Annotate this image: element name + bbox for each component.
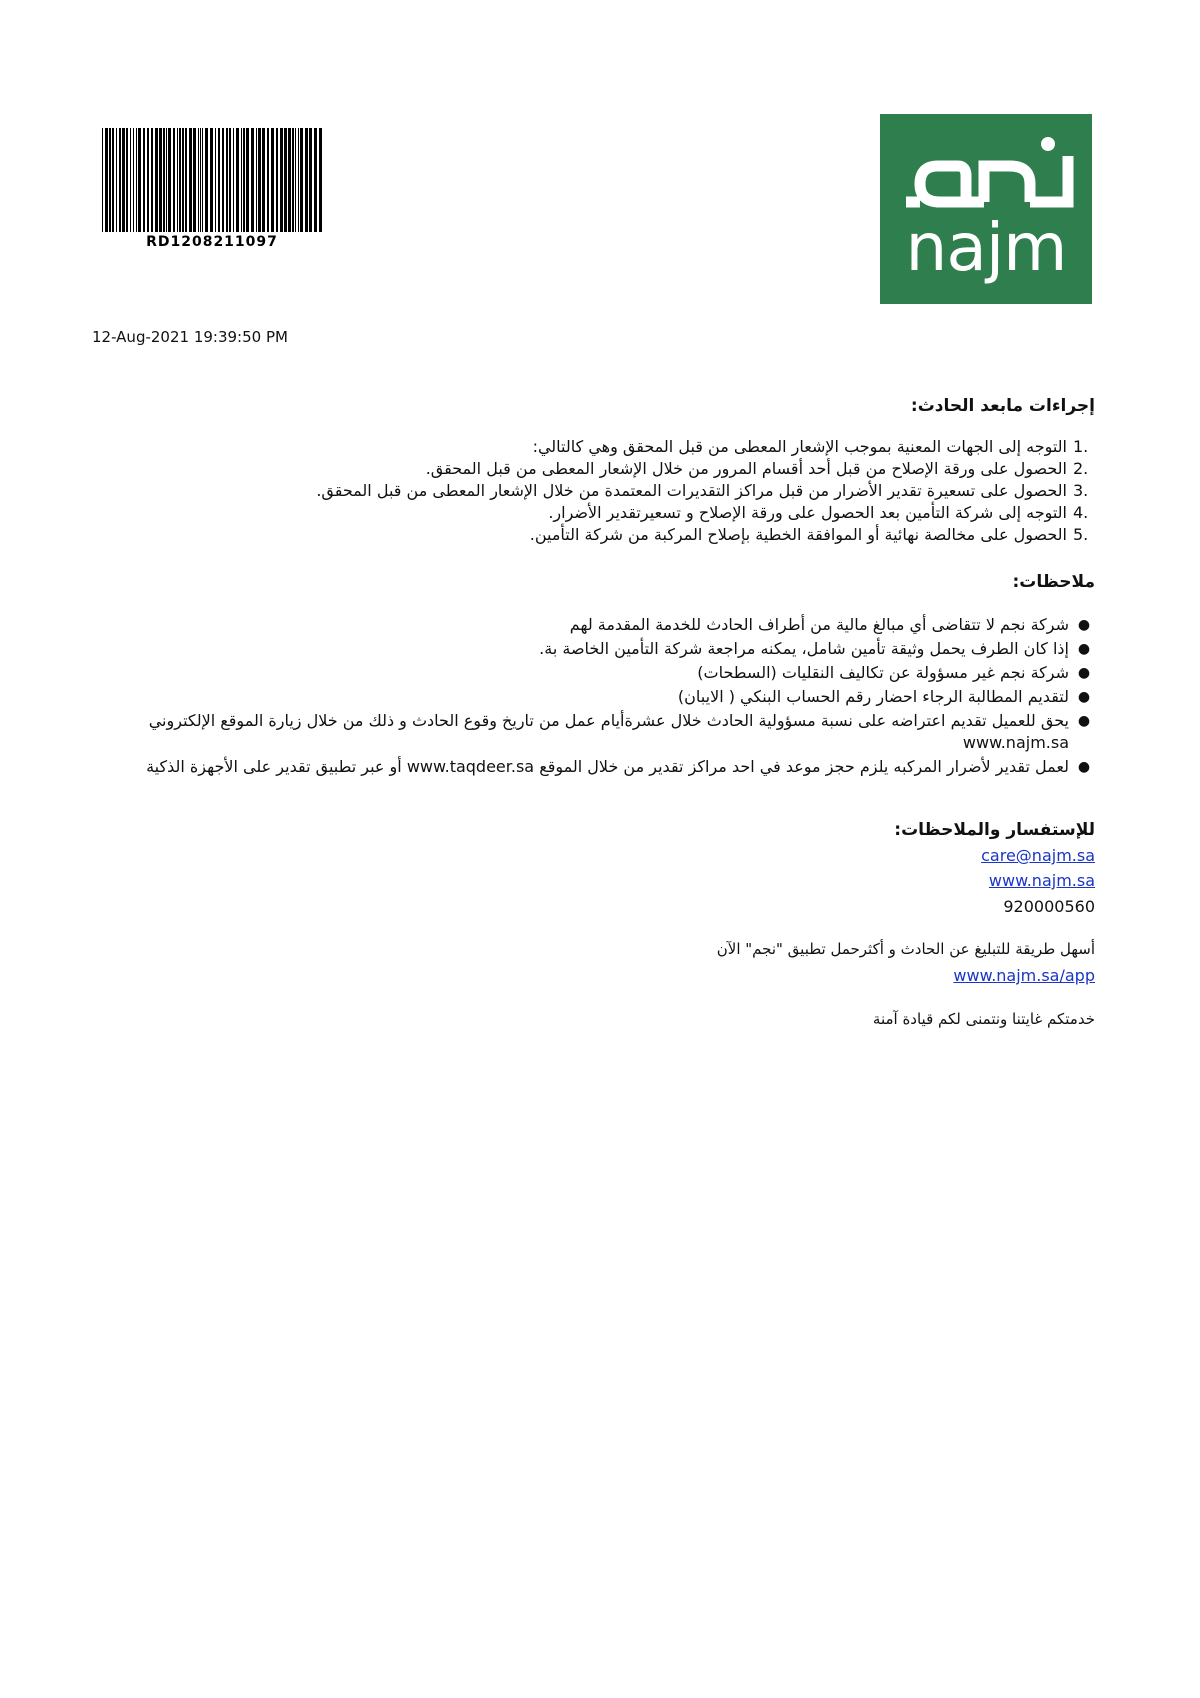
list-item: ● شركة نجم لا تتقاضى أي مبالغ مالية من أطراف الحادث للخدمة المقدمة لهم — [105, 614, 1095, 636]
list-item: ● شركة نجم غير مسؤولة عن تكاليف النقليات (السطحات) — [105, 662, 1095, 684]
app-download-link[interactable]: www.najm.sa/app — [953, 966, 1095, 985]
procedure-steps-list — [95, 436, 1095, 546]
bullet-icon: ● — [1077, 641, 1091, 657]
contact-phone: 920000560 — [1003, 897, 1095, 916]
closing-message: خدمتكم غايتنا ونتمنى لكم قيادة آمنة — [872, 1010, 1095, 1028]
notes-title: ملاحظات: — [1012, 572, 1095, 592]
list-item: 1. التوجه إلى الجهات المعنية بموجب الإشعار المعطى من قبل المحقق وهي كالتالي: — [532, 437, 1089, 456]
app-promo-text: أسهل طريقة للتبليغ عن الحادث و أكثرحمل تطبيق "نجم" الآن — [716, 940, 1095, 958]
list-item: ● لعمل تقدير لأضرار المركبه يلزم حجز موعد في احد مراكز تقدير من خلال الموقع www.taqdeer.sa أو عبر تطبيق تقدير على الأجهزة الذكية — [105, 756, 1095, 778]
app-link-row — [95, 966, 1095, 985]
bullet-icon: ● — [1077, 713, 1091, 729]
website-link[interactable]: www.najm.sa — [988, 871, 1095, 890]
najm-logo-text: najm — [905, 209, 1067, 286]
bullet-icon: ● — [1077, 689, 1091, 705]
bullet-icon: ● — [1077, 759, 1091, 775]
list-item: 5. الحصول على مخالصة نهائية أو الموافقة الخطية بإصلاح المركبة من شركة التأمين. — [529, 525, 1089, 544]
post-accident-procedures-title: إجراءات مابعد الحادث: — [910, 396, 1095, 416]
barcode-bars — [100, 128, 324, 232]
bullet-icon: ● — [1077, 617, 1091, 633]
contact-email-row — [95, 846, 1095, 865]
list-item: 4. التوجه إلى شركة التأمين بعد الحصول على ورقة الإصلاح و تسعيرتقدير الأضرار. — [548, 503, 1089, 522]
list-item: ● إذا كان الطرف يحمل وثيقة تأمين شامل، يمكنه مراجعة شركة التأمين الخاصة بة. — [105, 638, 1095, 660]
email-link[interactable]: care@najm.sa — [981, 846, 1095, 865]
print-timestamp: 12-Aug-2021 19:39:50 PM — [92, 328, 288, 346]
najm-logo — [880, 114, 1092, 304]
barcode — [100, 128, 324, 232]
najm-logo-icon — [880, 114, 1092, 224]
bullet-icon: ● — [1077, 665, 1091, 681]
inquiries-title: للإستفسار والملاحظات: — [894, 820, 1095, 840]
barcode-number: RD1208211097 — [146, 234, 278, 250]
contact-website-row — [95, 871, 1095, 890]
list-item: 3. الحصول على تسعيرة تقدير الأضرار من قبل مراكز التقديرات المعتمدة من خلال الإشعار المعطى من قبل المحقق. — [316, 481, 1089, 500]
list-item: 2. الحصول على ورقة الإصلاح من قبل أحد أقسام المرور من خلال الإشعار المعطى من قبل المحقق. — [425, 459, 1089, 478]
notes-list — [105, 614, 1095, 780]
list-item: ● لتقديم المطالبة الرجاء احضار رقم الحساب البنكي ( الايبان) — [105, 686, 1095, 708]
list-item: ● يحق للعميل تقديم اعتراضه على نسبة مسؤولية الحادث خلال عشرةأيام عمل من تاريخ وقوع الحادث و ذلك من خلال زيارة الموقع الإلكتروني www.najm.sa — [105, 710, 1095, 754]
